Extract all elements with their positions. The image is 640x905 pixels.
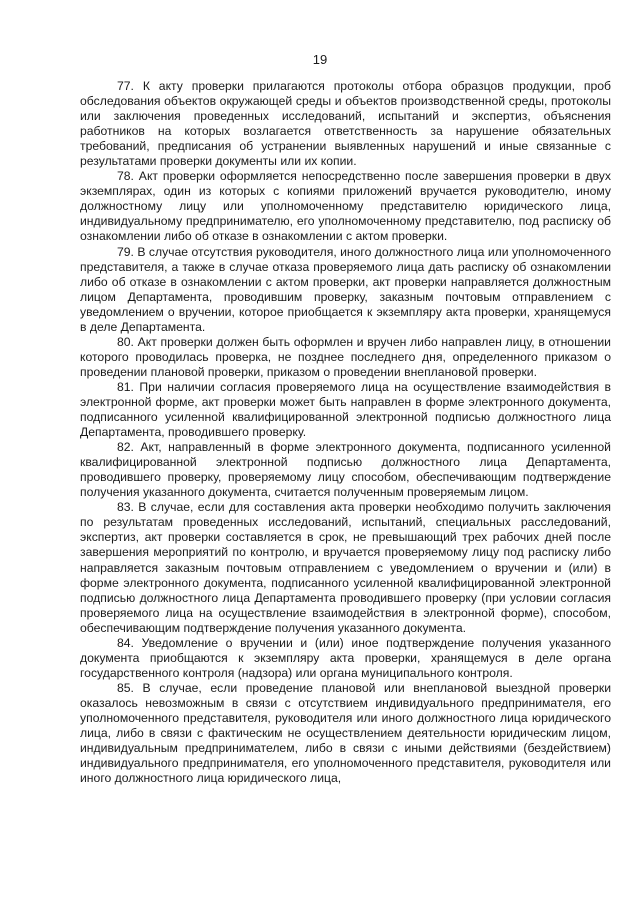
paragraph-81: 81. При наличии согласия проверяемого лица на осуществление взаимодействия в электронной форме, акт проверки может быть направлен в форме электронного документа, подписанного усиленной квалифицированной электронной подписью должностного лица Департамента, проводившего проверку. bbox=[80, 379, 611, 440]
paragraph-79: 79. В случае отсутствия руководителя, иного должностного лица или уполномоченного представителя, а также в случае отказа проверяемого лица дать расписку об ознакомлении либо об отказе в ознакомлении с актом проверки, акт проверки направляется должностным лицом Департамента, проводившим проверку, заказным почтовым отправлением с уведомлением о вручении, которое приобщается к экземпляру акта проверки, хранящемуся в деле Департамента. bbox=[80, 244, 611, 334]
document-body bbox=[80, 79, 611, 786]
paragraph-85: 85. В случае, если проведение плановой или внеплановой выездной проверки оказалось невозможным в связи с отсутствием индивидуального предпринимателя, его уполномоченного представителя, руководителя или иного должностного лица юридического лица, либо в связи с фактическим не осуществлением деятельности юридическим лицом, индивидуальным предпринимателем, либо в связи с иными действиями (бездействием) индивидуального предпринимателя, его уполномоченного представителя, руководителя или иного должностного лица юридического лица, bbox=[80, 680, 611, 786]
paragraph-83: 83. В случае, если для составления акта проверки необходимо получить заключения по результатам проведенных исследований, испытаний, специальных расследований, экспертиз, акт проверки составляется в срок, не превышающий трех рабочих дней после завершения мероприятий по контролю, и вручается проверяемому лицу под расписку либо направляется заказным почтовым отправлением с уведомлением о вручении и (или) в форме электронного документа, подписанного усиленной квалифицированной электронной подписью должностного лица Департамента проводившего проверку (при условии согласия проверяемого лица на осуществление взаимодействия в электронной форме), способом, обеспечивающим подтверждение получения указанного документа. bbox=[80, 500, 611, 635]
paragraph-78: 78. Акт проверки оформляется непосредственно после завершения проверки в двух экземплярах, один из которых с копиями приложений вручается руководителю, иному должностному лицу или уполномоченному представителю юридического лица, индивидуальному предпринимателю, его уполномоченному представителю, под расписку об ознакомлении либо об отказе в ознакомлении с актом проверки. bbox=[80, 169, 611, 244]
page-number: 19 bbox=[312, 52, 328, 67]
paragraph-84: 84. Уведомление о вручении и (или) иное подтверждение получения указанного документа приобщаются к экземпляру акта проверки, хранящемуся в деле органа государственного контроля (надзора) или органа муниципального контроля. bbox=[80, 635, 611, 680]
paragraph-82: 82. Акт, направленный в форме электронного документа, подписанного усиленной квалифицированной электронной подписью должностного лица Департамента, проводившего проверку, проверяемому лицу способом, обеспечивающим подтверждение получения указанного документа, считается полученным проверяемым лицом. bbox=[80, 440, 611, 500]
paragraph-77: 77. К акту проверки прилагаются протоколы отбора образцов продукции, проб обследования объектов окружающей среды и объектов производственной среды, протоколы или заключения проведенных исследований, испытаний и экспертиз, объяснения работников на которых возлагается ответственность за нарушение обязательных требований, предписания об устранении выявленных нарушений и иные связанные с результатами проверки документы или их копии. bbox=[80, 79, 611, 169]
paragraph-80: 80. Акт проверки должен быть оформлен и вручен либо направлен лицу, в отношении которого проводилась проверка, не позднее последнего дня, определенного приказом о проведении плановой проверки, приказом о проведении внеплановой проверки. bbox=[80, 334, 611, 379]
